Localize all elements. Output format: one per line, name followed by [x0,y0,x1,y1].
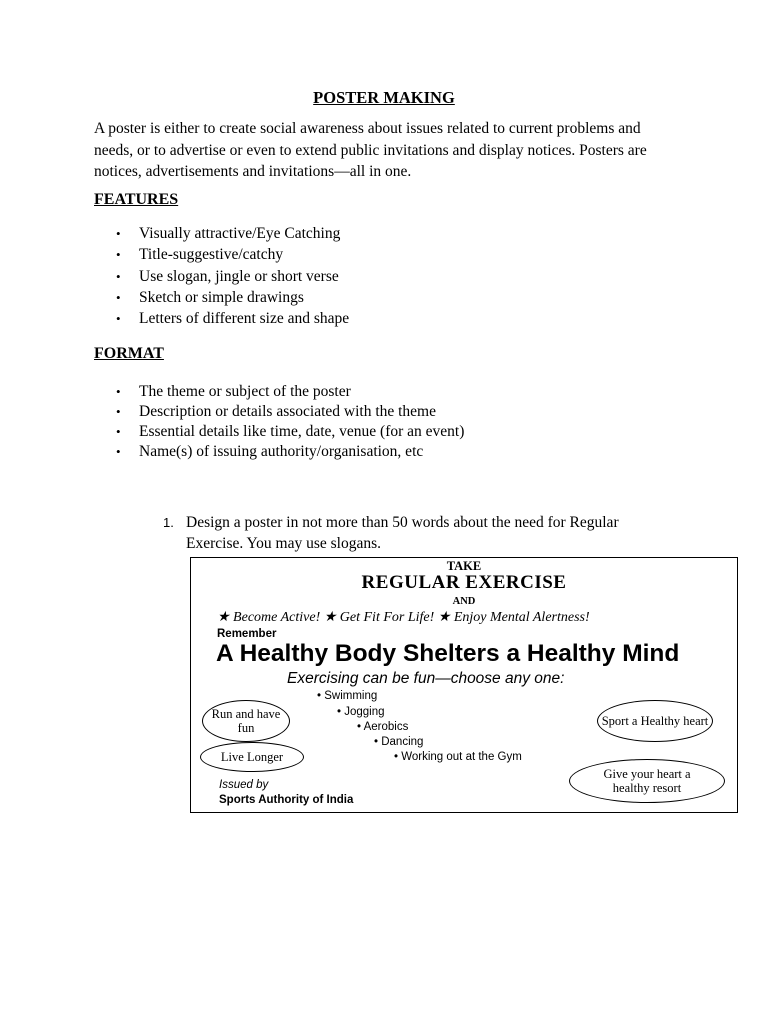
poster-fun-line: Exercising can be fun—choose any one: [287,670,565,687]
activity-item: • Jogging [337,706,385,718]
oval-give-your-heart: Give your heart a healthy resort [569,759,725,803]
activity-item: • Working out at the Gym [394,751,522,763]
features-heading: FEATURES [94,191,179,208]
intro-paragraph: A poster is either to create social awareness about issues related to current problems and needs, or to advertise or even to extend public invitations and display notices. Posters are notices, advertisements and invitations—all in one. [94,120,647,180]
page-title: POSTER MAKING [313,88,455,107]
activity-item: • Swimming [317,690,378,702]
list-item: • Name(s) of issuing authority/organisation, etc [94,442,464,462]
task-number: 1. [163,515,174,530]
poster-slogans: ★ Become Active! ★ Get Fit For Life! ★ Enjoy Mental Alertness! [217,610,590,625]
oval-sport-healthy-heart: Sport a Healthy heart [597,700,713,742]
list-item: • Title-suggestive/catchy [94,244,349,265]
list-item: • Essential details like time, date, venue (for an event) [94,422,464,442]
poster-and: AND [452,596,476,607]
poster-take: TAKE [446,559,482,573]
poster-authority: Sports Authority of India [219,794,354,806]
format-list [94,382,464,462]
poster-main-slogan: A Healthy Body Shelters a Healthy Mind [216,640,680,667]
activity-item: • Dancing [374,736,424,748]
task-text: Design a poster in not more than 50 words about the need for Regular Exercise. You may use slogans. [186,514,619,552]
poster-remember: Remember [217,628,277,640]
list-item: • Description or details associated with the theme [94,402,464,422]
poster-headline: REGULAR EXERCISE [361,572,567,593]
activity-item: • Aerobics [357,721,409,733]
list-item: • Sketch or simple drawings [94,287,349,308]
oval-live-longer: Live Longer [200,742,304,772]
poster-sample [190,557,738,813]
list-item: • Use slogan, jingle or short verse [94,266,349,287]
features-list [94,223,349,329]
oval-run-and-have-fun: Run and have fun [202,700,290,742]
list-item: • The theme or subject of the poster [94,382,464,402]
poster-issued-by: Issued by [219,779,269,791]
format-heading: FORMAT [94,345,164,362]
list-item: • Visually attractive/Eye Catching [94,223,349,244]
list-item: • Letters of different size and shape [94,308,349,329]
